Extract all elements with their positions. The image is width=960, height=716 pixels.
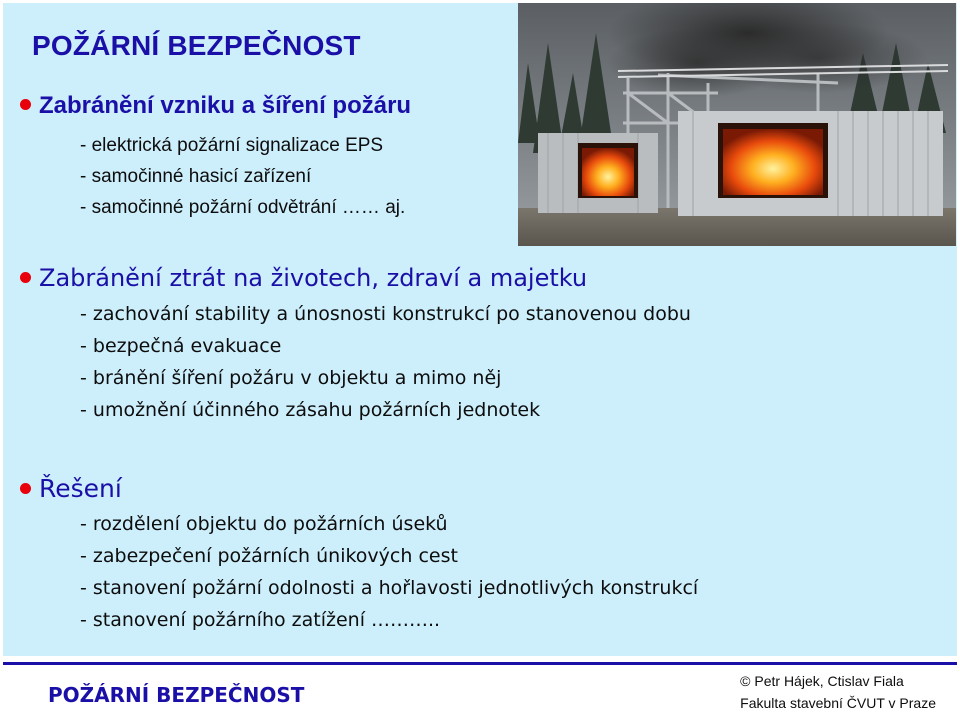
- bullet-icon: [20, 272, 31, 283]
- list-item: - umožnění účinného zásahu požárních jednotek: [80, 399, 541, 421]
- section-heading-text: Řešení: [39, 474, 122, 503]
- list-item: - zachování stability a únosnosti konstrukcí po stanovenou dobu: [80, 303, 691, 325]
- section-heading: [20, 474, 122, 503]
- section-heading: [20, 92, 411, 120]
- section-heading: [20, 264, 587, 292]
- list-item: - samočinné hasicí zařízení: [80, 166, 312, 187]
- section-items: [80, 130, 405, 223]
- fire-test-illustration: [518, 3, 956, 246]
- section-heading-text: Zabránění vzniku a šíření požáru: [39, 92, 412, 119]
- list-item: - samočinné požární odvětrání …… aj.: [80, 197, 406, 218]
- list-item: - bránění šíření požáru v objektu a mimo něj: [80, 367, 502, 389]
- credit-authors: © Petr Hájek, Ctislav Fiala: [740, 673, 904, 689]
- list-item: - elektrická požární signalizace EPS: [80, 135, 384, 156]
- list-item: - zabezpečení požárních únikových cest: [80, 545, 458, 567]
- section-items: [80, 508, 698, 636]
- slide-title: POŽÁRNÍ BEZPEČNOST: [32, 30, 361, 61]
- list-item: - stanovení požárního zatížení ………..: [80, 609, 441, 631]
- list-item: - stanovení požární odolnosti a hořlavosti jednotlivých konstrukcí: [80, 577, 699, 599]
- footer-title: POŽÁRNÍ BEZPEČNOST: [48, 683, 305, 707]
- bullet-icon: [20, 99, 31, 110]
- footer-credits: [740, 670, 936, 714]
- list-item: - rozdělení objektu do požárních úseků: [80, 513, 448, 535]
- list-item: - bezpečná evakuace: [80, 335, 282, 357]
- bullet-icon: [20, 483, 31, 494]
- fire-test-photo: [518, 3, 956, 246]
- section-items: [80, 298, 691, 426]
- credit-faculty: Fakulta stavební ČVUT v Praze: [740, 695, 936, 711]
- section-heading-text: Zabránění ztrát na životech, zdraví a majetku: [39, 264, 588, 292]
- footer-divider: [3, 662, 957, 665]
